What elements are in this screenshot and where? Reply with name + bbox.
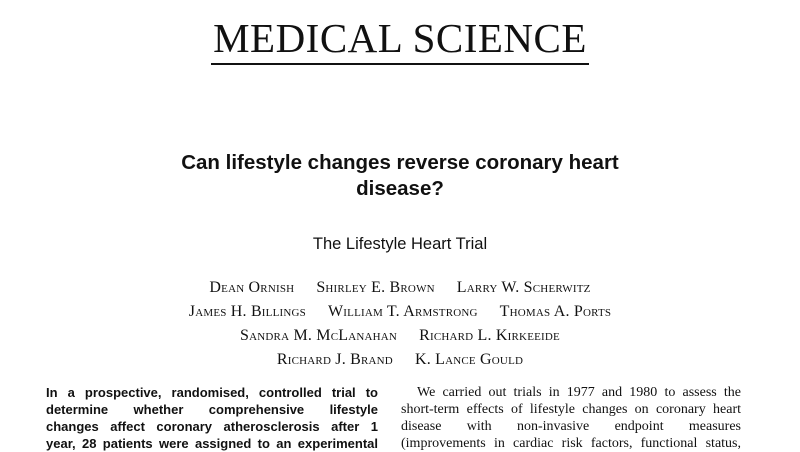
section-header-text: MEDICAL SCIENCE [211, 14, 589, 65]
author-name: William T. Armstrong [327, 303, 478, 320]
body-line: short-term effects of lifestyle changes on coronary heart [401, 402, 741, 417]
article-subtitle: The Lifestyle Heart Trial [312, 235, 488, 253]
body-line: (improvements in cardiac risk factors, functional status, [401, 436, 741, 451]
abstract-line: In a prospective, randomised, controlled trial to [46, 385, 378, 400]
abstract-line: determine whether comprehensive lifestyle [46, 402, 378, 417]
abstract-line: year, 28 patients were assigned to an experimental [46, 436, 378, 451]
author-line [0, 300, 800, 324]
body-line: disease with non-invasive endpoint measures [401, 419, 741, 434]
author-name: Richard L. Kirkeeide [419, 327, 560, 344]
article-title-line: Can lifestyle changes reverse coronary heart [181, 151, 619, 174]
author-name: Sandra M. McLanahan [240, 327, 398, 344]
abstract-line: changes affect coronary atherosclerosis after 1 [46, 419, 378, 434]
author-name: James H. Billings [188, 303, 306, 320]
author-name: Dean Ornish [209, 279, 295, 296]
author-name: Shirley E. Brown [316, 279, 435, 296]
section-header [0, 14, 800, 65]
abstract [46, 384, 378, 452]
author-name: Thomas A. Ports [499, 303, 612, 320]
article-title-line: disease? [356, 177, 444, 200]
author-name: K. Lance Gould [414, 351, 524, 368]
author-name: Larry W. Scherwitz [456, 279, 591, 296]
author-line [0, 348, 800, 372]
author-list [0, 276, 800, 372]
author-line [0, 276, 800, 300]
body-line: We carried out trials in 1977 and 1980 to assess the [417, 385, 741, 400]
body-paragraph [401, 384, 741, 452]
article-title [150, 150, 650, 202]
author-line [0, 324, 800, 348]
author-name: Richard J. Brand [276, 351, 393, 368]
